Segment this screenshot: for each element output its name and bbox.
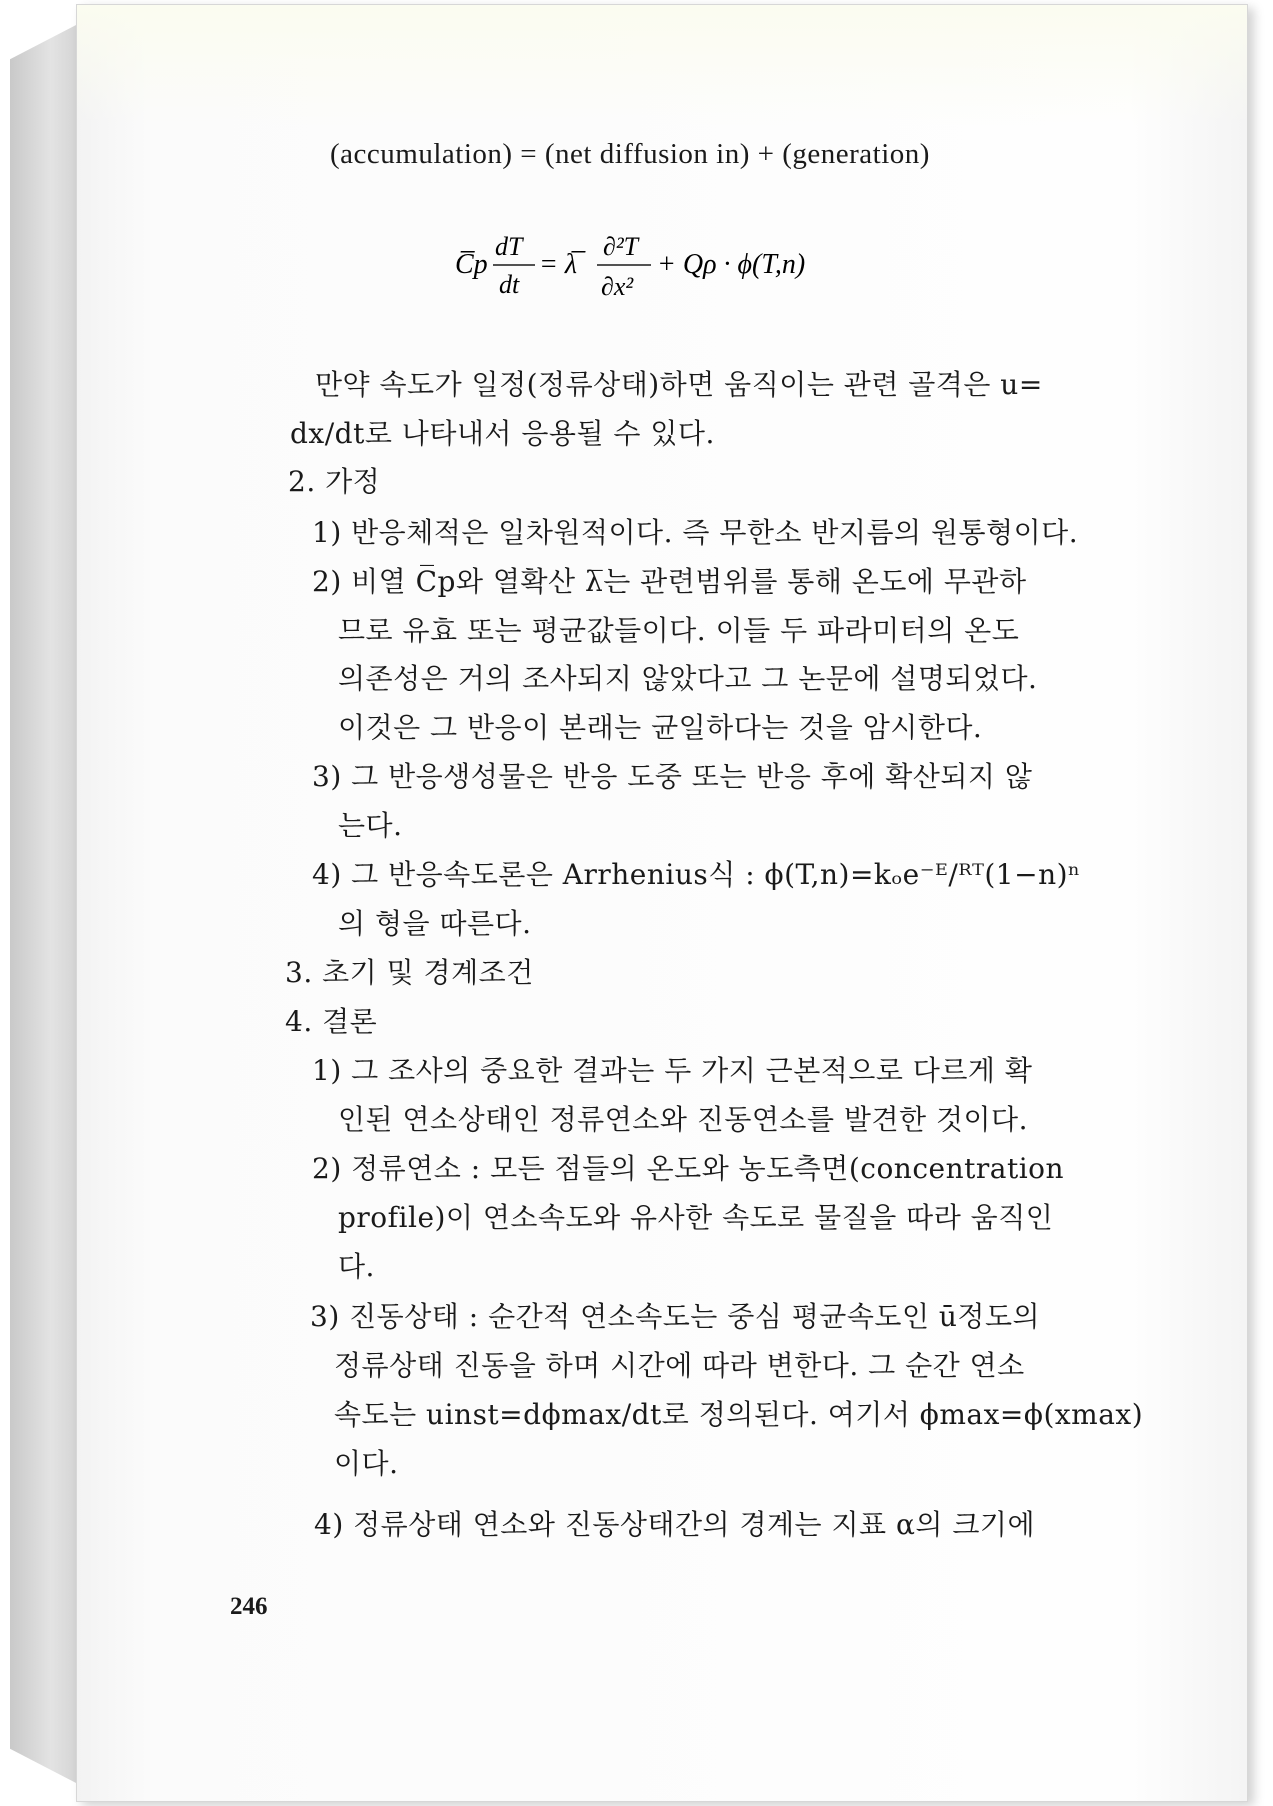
- section-2-item-2-line-2: 므로 유효 또는 평균값들이다. 이들 두 파라미터의 온도: [338, 614, 1020, 647]
- section-2-item-4-line-1: 4) 그 반응속도론은 Arrhenius식 : ϕ(T,n)=kₒe⁻ᴱ/ᴿᵀ(1−n)ⁿ: [312, 858, 1081, 891]
- heat-eq-dT: dT: [495, 232, 523, 261]
- heat-eq-dx2: ∂x²: [601, 272, 634, 301]
- section-4-item-2-line-1: 2) 정류연소 : 모든 점들의 온도와 농도측면(concentration: [312, 1152, 1065, 1185]
- section-4-item-1-line-1: 1) 그 조사의 중요한 결과는 두 가지 근본적으로 다르게 확: [312, 1054, 1033, 1087]
- paragraph-line-2: dx/dt로 나타내서 응용될 수 있다.: [290, 417, 715, 450]
- section-4-item-2-line-2: profile)이 연소속도와 유사한 속도로 물질을 따라 움직인: [338, 1201, 1054, 1234]
- paragraph-line-1: 만약 속도가 일정(정류상태)하면 움직이는 관련 골격은 u=: [315, 368, 1043, 401]
- heat-equation: [445, 225, 865, 315]
- section-2-item-2-line-3: 의존성은 거의 조사되지 않았다고 그 논문에 설명되었다.: [338, 662, 1038, 695]
- section-4-item-3-line-2: 정류상태 진동을 하며 시간에 따라 변한다. 그 순간 연소: [334, 1349, 1025, 1382]
- section-2-item-1: 1) 반응체적은 일차원적이다. 즉 무한소 반지름의 원통형이다.: [312, 516, 1079, 549]
- section-4-item-3-line-4: 이다.: [334, 1447, 399, 1480]
- section-2-item-4-line-2: 의 형을 따른다.: [338, 907, 532, 940]
- section-2-item-2-line-1: 2) 비열 C̅p와 열확산 λ̅는 관련범위를 통해 온도에 무관하: [312, 565, 1027, 598]
- section-2-item-3-line-2: 는다.: [338, 809, 403, 842]
- heat-eq-lhs: C̅p: [455, 249, 488, 280]
- section-4-item-2-line-3: 다.: [338, 1250, 375, 1283]
- section-3-heading: 3. 초기 및 경계조건: [285, 956, 534, 989]
- section-4-item-3-line-1: 3) 진동상태 : 순간적 연소속도는 중심 평균속도인 ū정도의: [310, 1300, 1041, 1333]
- heat-eq-equals: = λ̅: [539, 249, 578, 280]
- section-4-heading: 4. 결론: [285, 1005, 378, 1038]
- book-spine-edge: [10, 24, 78, 1784]
- section-4-item-3-line-3: 속도는 uinst=dϕmax/dt로 정의된다. 여기서 ϕmax=ϕ(xmax): [334, 1398, 1144, 1431]
- section-4-item-4-line-1: 4) 정류상태 연소와 진동상태간의 경계는 지표 α의 크기에: [314, 1508, 1036, 1541]
- balance-equation: (accumulation) = (net diffusion in) + (generation): [330, 138, 930, 170]
- heat-eq-rhs: + Qρ · ϕ(T,n): [657, 249, 806, 280]
- section-2-heading: 2. 가정: [288, 465, 381, 498]
- page-number: 246: [230, 1593, 268, 1620]
- section-4-item-1-line-2: 인된 연소상태인 정류연소와 진동연소를 발견한 것이다.: [338, 1103, 1029, 1136]
- heat-eq-d2T: ∂²T: [603, 232, 639, 261]
- section-2-item-2-line-4: 이것은 그 반응이 본래는 균일하다는 것을 암시한다.: [338, 711, 983, 744]
- heat-eq-dt: dt: [499, 270, 520, 299]
- page-tint: [77, 5, 1247, 125]
- section-2-item-3-line-1: 3) 그 반응생성물은 반응 도중 또는 반응 후에 확산되지 않: [312, 760, 1033, 793]
